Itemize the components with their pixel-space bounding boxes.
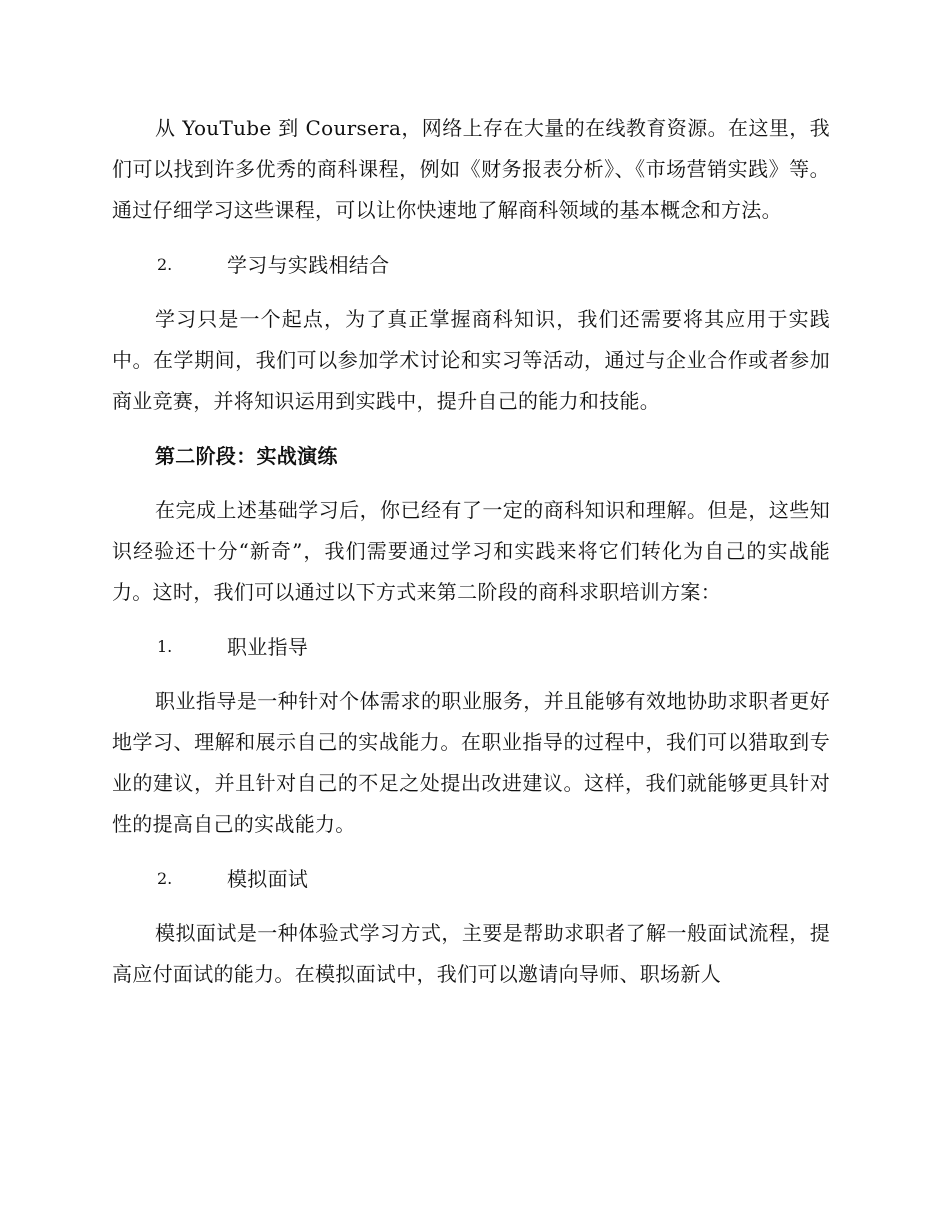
list-number: 2. (157, 255, 173, 274)
list-item-title: 学习与实践相结合 (227, 253, 390, 277)
paragraph-online-resources: 从 YouTube 到 Coursera，网络上存在大量的在线教育资源。在这里，我们可以找到许多优秀的商科课程，例如《财务报表分析》、《市场营销实践》等。通过仔细学习这些课程，可以让你快速地了解商科领域的基本概念和方法。 (112, 116, 830, 222)
list-item-title: 职业指导 (227, 635, 309, 659)
paragraph-stage-two-intro: 在完成上述基础学习后，你已经有了一定的商科知识和理解。但是，这些知识经验还十分“新奇”，我们需要通过学习和实践来将它们转化为自己的实战能力。这时，我们可以通过以下方式来第二阶段的商科求职培训方案： (112, 498, 830, 604)
list-number: 1. (157, 637, 173, 656)
paragraph-mock-interview: 模拟面试是一种体验式学习方式，主要是帮助求职者了解一般面试流程，提高应付面试的能力。在模拟面试中，我们可以邀请向导师、职场新人 (112, 921, 830, 986)
list-number: 2. (157, 869, 173, 888)
paragraph-career-guidance: 职业指导是一种针对个体需求的职业服务，并且能够有效地协助求职者更好地学习、理解和展示自己的实战能力。在职业指导的过程中，我们可以猎取到专业的建议，并且针对自己的不足之处提出改进建议。这样，我们就能够更具针对性的提高自己的实战能力。 (112, 689, 830, 836)
list-item-title: 模拟面试 (227, 867, 309, 891)
section-heading-stage-two: 第二阶段：实战演练 (155, 444, 338, 468)
list-item-learning-practice (112, 245, 830, 285)
document-body (112, 108, 830, 1009)
list-item-career-guidance (112, 627, 830, 667)
list-item-mock-interview (112, 859, 830, 899)
paragraph-practice: 学习只是一个起点，为了真正掌握商科知识，我们还需要将其应用于实践中。在学期间，我们可以参加学术讨论和实习等活动，通过与企业合作或者参加商业竞赛，并将知识运用到实践中，提升自己的能力和技能。 (112, 307, 830, 413)
